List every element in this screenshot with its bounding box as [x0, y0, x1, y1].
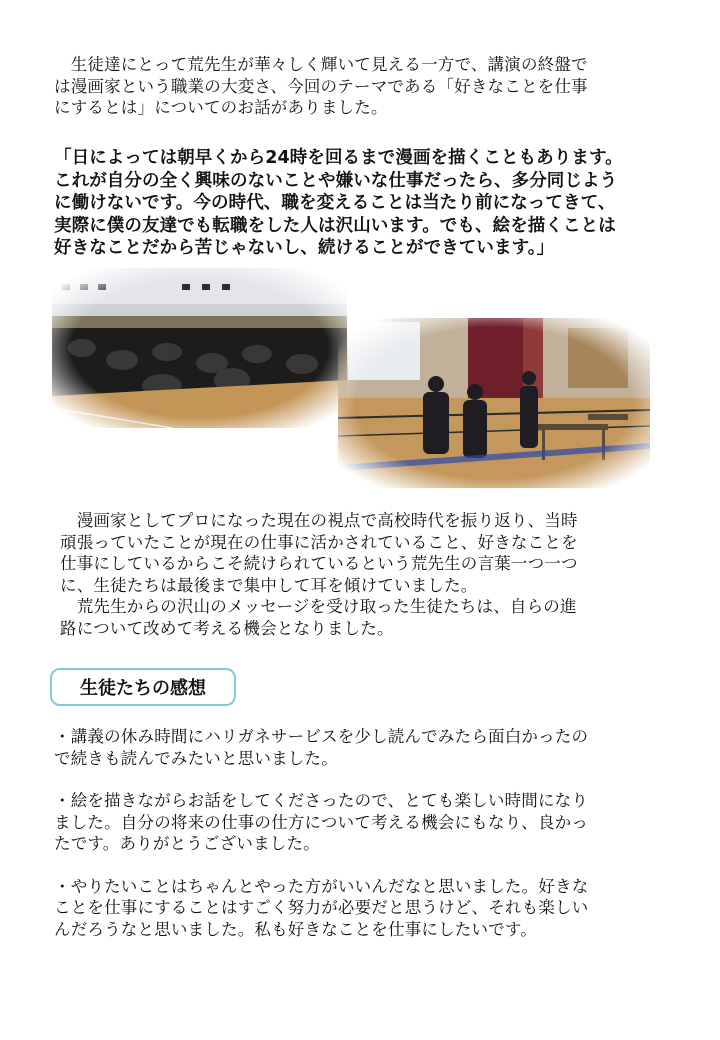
reaction-line: ・絵を描きながらお話をしてくださったので、とても楽しい時間になり [54, 791, 589, 810]
summary-line: 頑張っていたことが現在の仕事に活かされていること、好きなことを [60, 532, 578, 552]
quote-line: に働けないです。今の時代、職を変えることは当たり前になってきて、 [54, 193, 616, 213]
summary-line: 路について改めて考える機会となりました。 [60, 618, 394, 638]
reaction-line: たです。ありがとうございました。 [54, 834, 320, 853]
reaction-line: ました。自分の将来の仕事の仕方について考える機会にもなり、良かっ [54, 812, 589, 832]
summary-paragraph [60, 510, 578, 639]
intro-line: 生徒達にとって荒先生が華々しく輝いて見える一方で、講演の終盤で [54, 55, 588, 74]
stage-presentation-drawing [338, 318, 650, 488]
summary-line: 漫画家としてプロになった現在の視点で高校時代を振り返り、当時 [60, 511, 578, 530]
quote-line: 好きなことだから苦じゃないし、続けることができています。」 [54, 238, 555, 258]
reaction-line: で続きも読んでみたいと思いました。 [54, 748, 338, 768]
summary-line: に、生徒たちは最後まで集中して耳を傾けていました。 [60, 575, 478, 595]
reaction-gap [54, 855, 588, 876]
summary-line: 仕事にしているからこそ続けられているという荒先生の言葉一つ一つ [60, 554, 578, 573]
intro-paragraph [54, 54, 588, 119]
quote-line: 「日によっては朝早くから24時を回るまで漫画を描くこともあります。 [54, 148, 623, 168]
reaction-line: ことを仕事にすることはすごく努力が必要だと思うけど、それも楽しい [54, 898, 589, 917]
student-reactions [54, 726, 588, 940]
reaction-line: んだろうなと思いました。私も好きなことを仕事にしたいです。 [54, 919, 537, 939]
quote-line: 実際に僕の友達でも転職をした人は沢山います。でも、絵を描くことは [54, 215, 616, 236]
reaction-gap [54, 769, 588, 790]
section-title-badge: 生徒たちの感想 [50, 668, 236, 706]
intro-line: にするとは」についてのお話がありました。 [54, 98, 388, 117]
quote-paragraph [54, 147, 623, 260]
stage-presentation-photo [338, 318, 650, 488]
summary-line: 荒先生からの沢山のメッセージを受け取った生徒たちは、自らの進 [60, 597, 577, 616]
intro-line: は漫画家という職業の大変さ、今回のテーマである「好きなことを仕事 [54, 76, 588, 96]
gymnasium-audience-drawing [52, 268, 347, 428]
quote-line: これが自分の全く興味のないことや嫌いな仕事だったら、多分同じよう [54, 170, 618, 191]
gymnasium-audience-photo [52, 268, 347, 428]
reaction-line: ・講義の休み時間にハリガネサービスを少し読んでみたら面白かったの [54, 727, 589, 746]
reaction-line: ・やりたいことはちゃんとやった方がいいんだなと思いました。好きな [54, 876, 589, 896]
